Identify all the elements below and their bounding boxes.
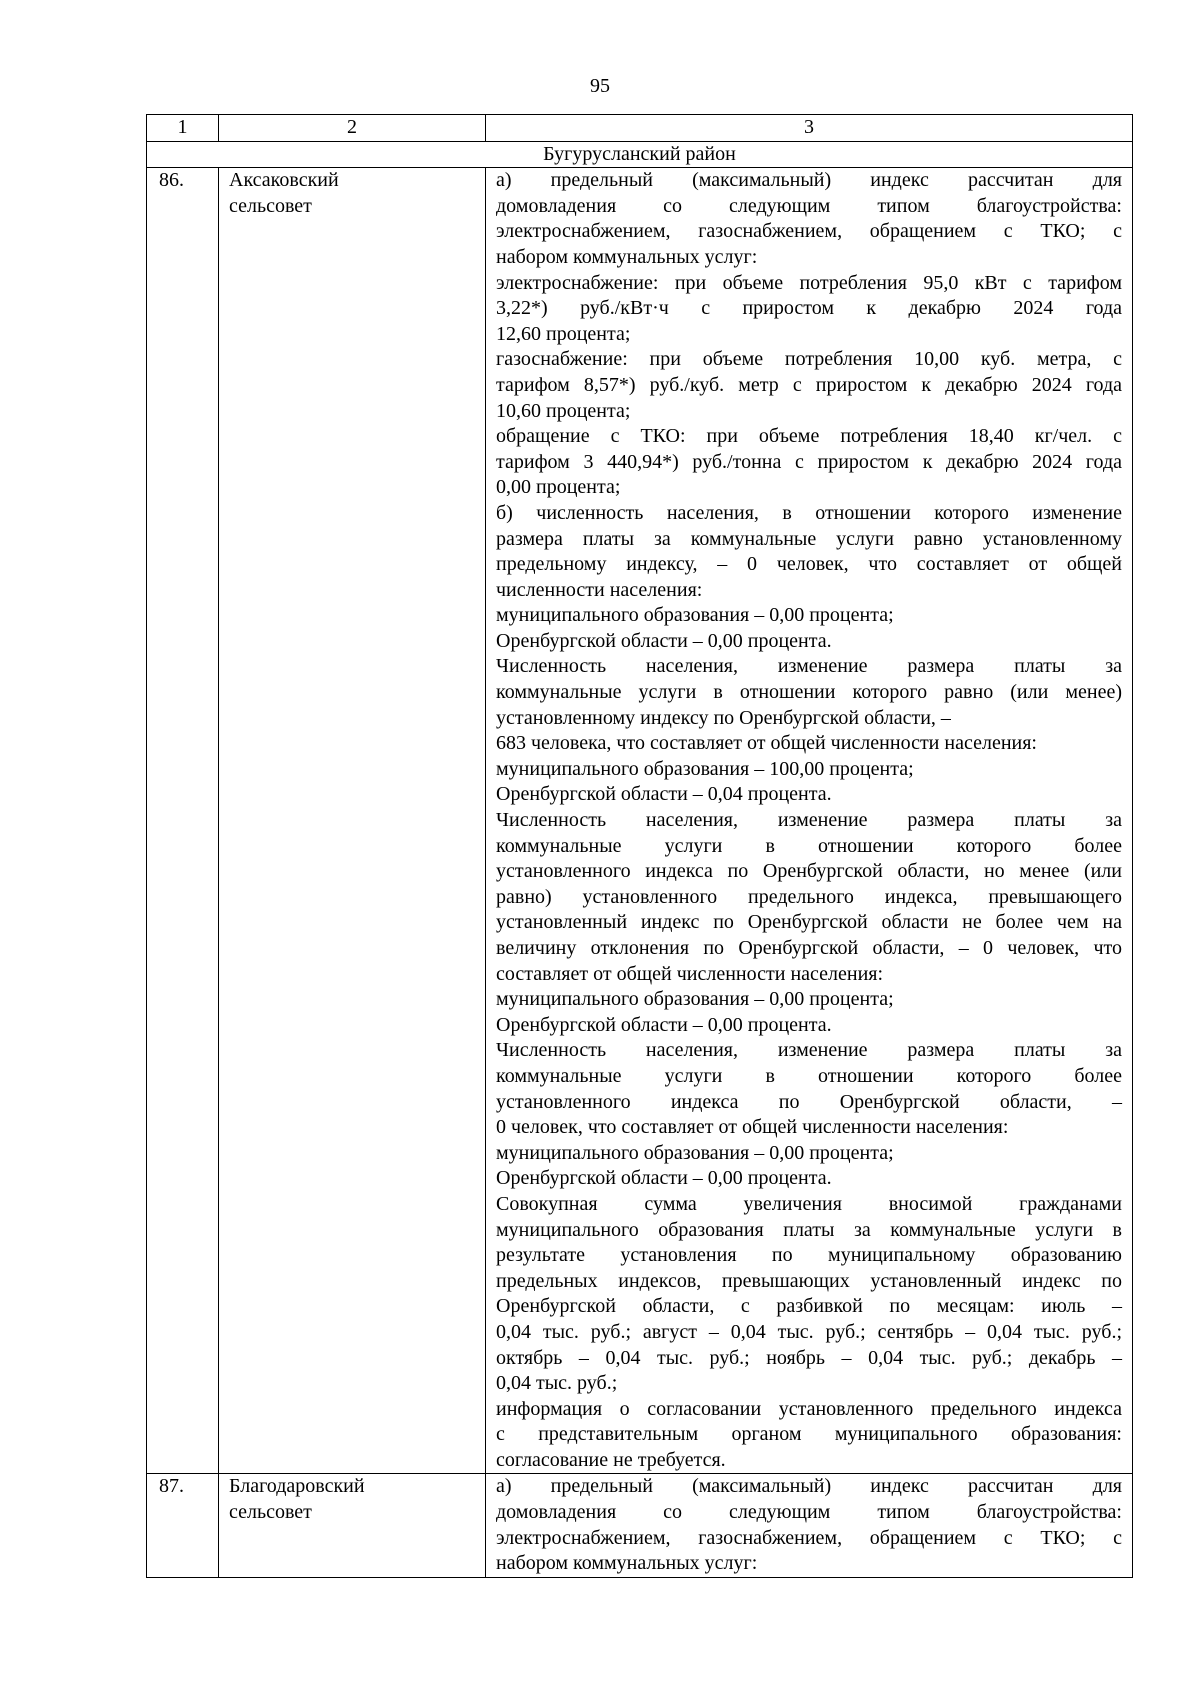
text-line: газоснабжение: при объеме потребления 10,00 куб. метра, с xyxy=(496,348,1122,371)
text-line: предельному индексу, – 0 человек, что составляет от общей xyxy=(496,553,1122,576)
municipality-name-line: сельсовет xyxy=(229,1501,312,1524)
text-line: установленному индексу по Оренбургской области, – xyxy=(496,706,951,729)
text-line: муниципального образования – 0,00 процента; xyxy=(496,604,894,627)
text-line: а) предельный (максимальный) индекс рассчитан для xyxy=(496,1475,1122,1498)
district-title: Бугурусланский район xyxy=(147,141,1133,168)
text-line: 0 человек, что составляет от общей численности населения: xyxy=(496,1116,1009,1139)
municipality-name-line: Аксаковский xyxy=(229,169,339,192)
text-line: тарифом 3 440,94*) руб./тонна с приростом к декабрю 2024 года xyxy=(496,450,1122,473)
text-line: электроснабжением, газоснабжением, обращением с ТКО; с xyxy=(496,220,1122,243)
municipality-name xyxy=(219,168,486,1474)
text-line: б) численность населения, в отношении которого изменение xyxy=(496,501,1122,524)
text-line: муниципального образования платы за коммунальные услуги в xyxy=(496,1218,1122,1241)
text-line: составляет от общей численности населения: xyxy=(496,962,884,985)
text-line: Оренбургской области – 0,00 процента. xyxy=(496,1167,832,1190)
text-line: Численность населения, изменение размера платы за xyxy=(496,1039,1122,1062)
text-line: коммунальные услуги в отношении которого более xyxy=(496,834,1122,857)
text-line: домовладения со следующим типом благоустройства: xyxy=(496,194,1122,217)
text-line: согласование не требуется. xyxy=(496,1448,726,1471)
text-line: муниципального образования – 100,00 процента; xyxy=(496,757,914,780)
text-line: коммунальные услуги в отношении которого равно (или менее) xyxy=(496,681,1122,704)
text-line: численности населения: xyxy=(496,578,703,601)
text-line: электроснабжение: при объеме потребления 95,0 кВт с тарифом xyxy=(496,271,1122,294)
text-line: а) предельный (максимальный) индекс рассчитан для xyxy=(496,169,1122,192)
row-number: 87. xyxy=(147,1474,219,1577)
text-line: величину отклонения по Оренбургской области, – 0 человек, что xyxy=(496,937,1122,959)
index-table xyxy=(146,114,1133,1578)
description-text xyxy=(496,1474,1122,1576)
header-cell-3: 3 xyxy=(486,115,1133,142)
page-number: 95 xyxy=(590,75,610,97)
table-row xyxy=(147,168,1133,1474)
text-line: 3,22*) руб./кВт·ч с приростом к декабрю 2024 года xyxy=(496,297,1122,320)
header-cell-2: 2 xyxy=(219,115,486,142)
text-line: муниципального образования – 0,00 процента; xyxy=(496,988,894,1011)
text-line: Оренбургской области – 0,00 процента. xyxy=(496,1013,832,1036)
text-line: тарифом 8,57*) руб./куб. метр с приростом к декабрю 2024 года xyxy=(496,373,1122,396)
table-row xyxy=(147,1474,1133,1577)
text-line: Оренбургской области – 0,04 процента. xyxy=(496,783,832,806)
municipality-name-line: Благодаровский xyxy=(229,1475,365,1498)
text-line: набором коммунальных услуг: xyxy=(496,1552,758,1575)
text-line: Численность населения, изменение размера платы за xyxy=(496,809,1122,832)
header-row xyxy=(147,115,1133,142)
text-line: результате установления по муниципальному образованию xyxy=(496,1244,1122,1267)
text-line: коммунальные услуги в отношении которого более xyxy=(496,1064,1122,1087)
text-line: равно) установленного предельного индекса, превышающего xyxy=(496,885,1122,908)
district-row xyxy=(147,141,1133,168)
text-line: набором коммунальных услуг: xyxy=(496,245,758,268)
text-line: 10,60 процента; xyxy=(496,399,631,422)
text-line: Численность населения, изменение размера платы за xyxy=(496,655,1122,678)
text-line: Оренбургской области – 0,00 процента. xyxy=(496,629,832,652)
text-line: 0,04 тыс. руб.; xyxy=(496,1372,618,1395)
text-line: с представительным органом муниципального образования: xyxy=(496,1423,1122,1446)
text-line: 12,60 процента; xyxy=(496,322,631,345)
description-text xyxy=(496,168,1122,1473)
index-description xyxy=(486,1474,1133,1577)
text-line: информация о согласовании установленного предельного индекса xyxy=(496,1397,1122,1420)
row-number: 86. xyxy=(147,168,219,1474)
text-line: предельных индексов, превышающих установленный индекс по xyxy=(496,1269,1122,1292)
municipality-name-line: сельсовет xyxy=(229,194,312,217)
text-line: 0,04 тыс. руб.; август – 0,04 тыс. руб.; сентябрь – 0,04 тыс. руб.; xyxy=(496,1320,1122,1343)
text-line: Совокупная сумма увеличения вносимой гражданами xyxy=(496,1192,1122,1215)
text-line: Оренбургской области, с разбивкой по месяцам: июль – xyxy=(496,1295,1122,1318)
text-line: установленного индекса по Оренбургской области, – xyxy=(496,1090,1122,1113)
text-line: 683 человека, что составляет от общей численности населения: xyxy=(496,732,1037,755)
text-line: электроснабжением, газоснабжением, обращением с ТКО; с xyxy=(496,1526,1122,1549)
text-line: обращение с ТКО: при объеме потребления 18,40 кг/чел. с xyxy=(496,425,1122,448)
header-cell-1: 1 xyxy=(147,115,219,142)
text-line: домовладения со следующим типом благоустройства: xyxy=(496,1501,1122,1524)
text-line: установленного индекса по Оренбургской области, но менее (или xyxy=(496,860,1122,883)
text-line: муниципального образования – 0,00 процента; xyxy=(496,1141,894,1164)
text-line: установленный индекс по Оренбургской области не более чем на xyxy=(496,911,1122,934)
text-line: 0,00 процента; xyxy=(496,476,621,499)
municipality-name xyxy=(219,1474,486,1577)
text-line: размера платы за коммунальные услуги равно установленному xyxy=(496,527,1122,550)
text-line: октябрь – 0,04 тыс. руб.; ноябрь – 0,04 тыс. руб.; декабрь – xyxy=(496,1346,1122,1369)
index-description xyxy=(486,168,1133,1474)
